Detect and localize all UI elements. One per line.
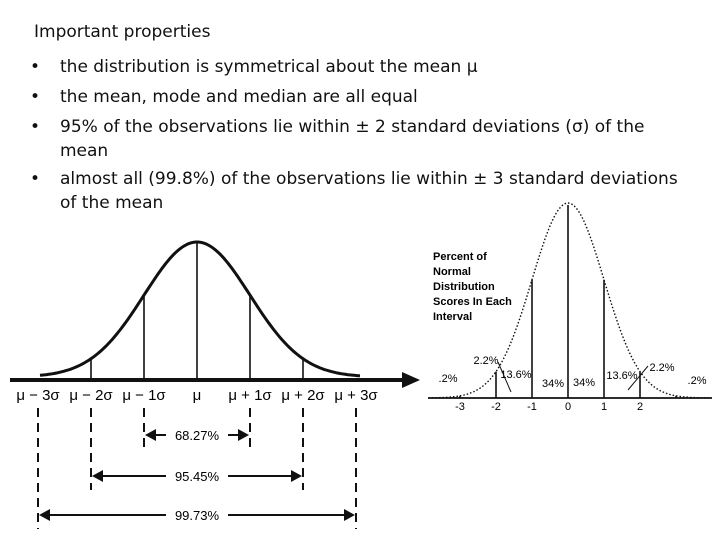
tick-label: 1 xyxy=(600,401,608,413)
bell-curve xyxy=(40,242,360,376)
interval-label: 13.6% xyxy=(606,370,638,382)
interval-label: .2% xyxy=(438,373,458,385)
arrow-left-icon xyxy=(145,429,156,441)
caption-line: Normal xyxy=(433,266,471,278)
axis-label: μ − 2σ xyxy=(69,387,113,404)
bullet-text: almost all (99.8%) of the observations lie within ± 3 standard deviations xyxy=(60,169,678,189)
interval-label: 34% xyxy=(572,377,596,389)
bullet-text: 95% of the observations lie within ± 2 standard deviations (σ) of the xyxy=(60,117,645,137)
arrow-right-icon xyxy=(238,429,249,441)
bullet-dot-icon: • xyxy=(30,57,41,77)
tick-label: -1 xyxy=(527,401,537,413)
interval-label: 2.2% xyxy=(649,362,675,374)
bullet-text: the mean, mode and median are all equal xyxy=(60,87,418,107)
coverage-label: 68.27% xyxy=(174,428,220,443)
axis-label: μ + 2σ xyxy=(281,387,325,404)
bullet-text-continued: of the mean xyxy=(60,193,164,213)
tick-label: -3 xyxy=(455,401,465,413)
right-percent-curve-figure xyxy=(428,203,712,413)
left-normal-curve-figure xyxy=(10,242,420,529)
bullet-text: the distribution is symmetrical about the mean μ xyxy=(60,57,478,77)
arrow-right-icon xyxy=(291,470,302,482)
interval-label: 34% xyxy=(541,378,565,390)
bullet-dot-icon: • xyxy=(30,117,41,137)
axis-label: μ xyxy=(192,387,202,404)
arrow-left-icon xyxy=(39,509,50,521)
axis-label: μ + 3σ xyxy=(334,387,378,404)
arrow-right-icon xyxy=(344,509,355,521)
tick-label: -2 xyxy=(491,401,501,413)
caption-line: Scores In Each xyxy=(433,296,512,308)
axis-label: μ − 1σ xyxy=(122,387,166,404)
coverage-label: 95.45% xyxy=(174,469,220,484)
axis-label: μ − 3σ xyxy=(16,387,60,404)
caption-line: Interval xyxy=(433,311,473,323)
bullet-dot-icon: • xyxy=(30,87,41,107)
coverage-label: 99.73% xyxy=(174,508,220,523)
tick-label: 2 xyxy=(636,401,644,413)
tick-label: 0 xyxy=(564,401,572,413)
interval-label: 13.6% xyxy=(500,369,532,381)
slide-title: Important properties xyxy=(34,22,211,42)
axis-arrow-icon xyxy=(402,372,420,388)
bullet-text-continued: mean xyxy=(60,141,109,161)
arrow-left-icon xyxy=(92,470,103,482)
axis-label: μ + 1σ xyxy=(228,387,272,404)
interval-label: 2.2% xyxy=(473,355,499,367)
caption-line: Percent of xyxy=(433,251,487,263)
bullet-dot-icon: • xyxy=(30,169,41,189)
interval-label: .2% xyxy=(687,375,707,387)
caption-line: Distribution xyxy=(433,281,495,293)
